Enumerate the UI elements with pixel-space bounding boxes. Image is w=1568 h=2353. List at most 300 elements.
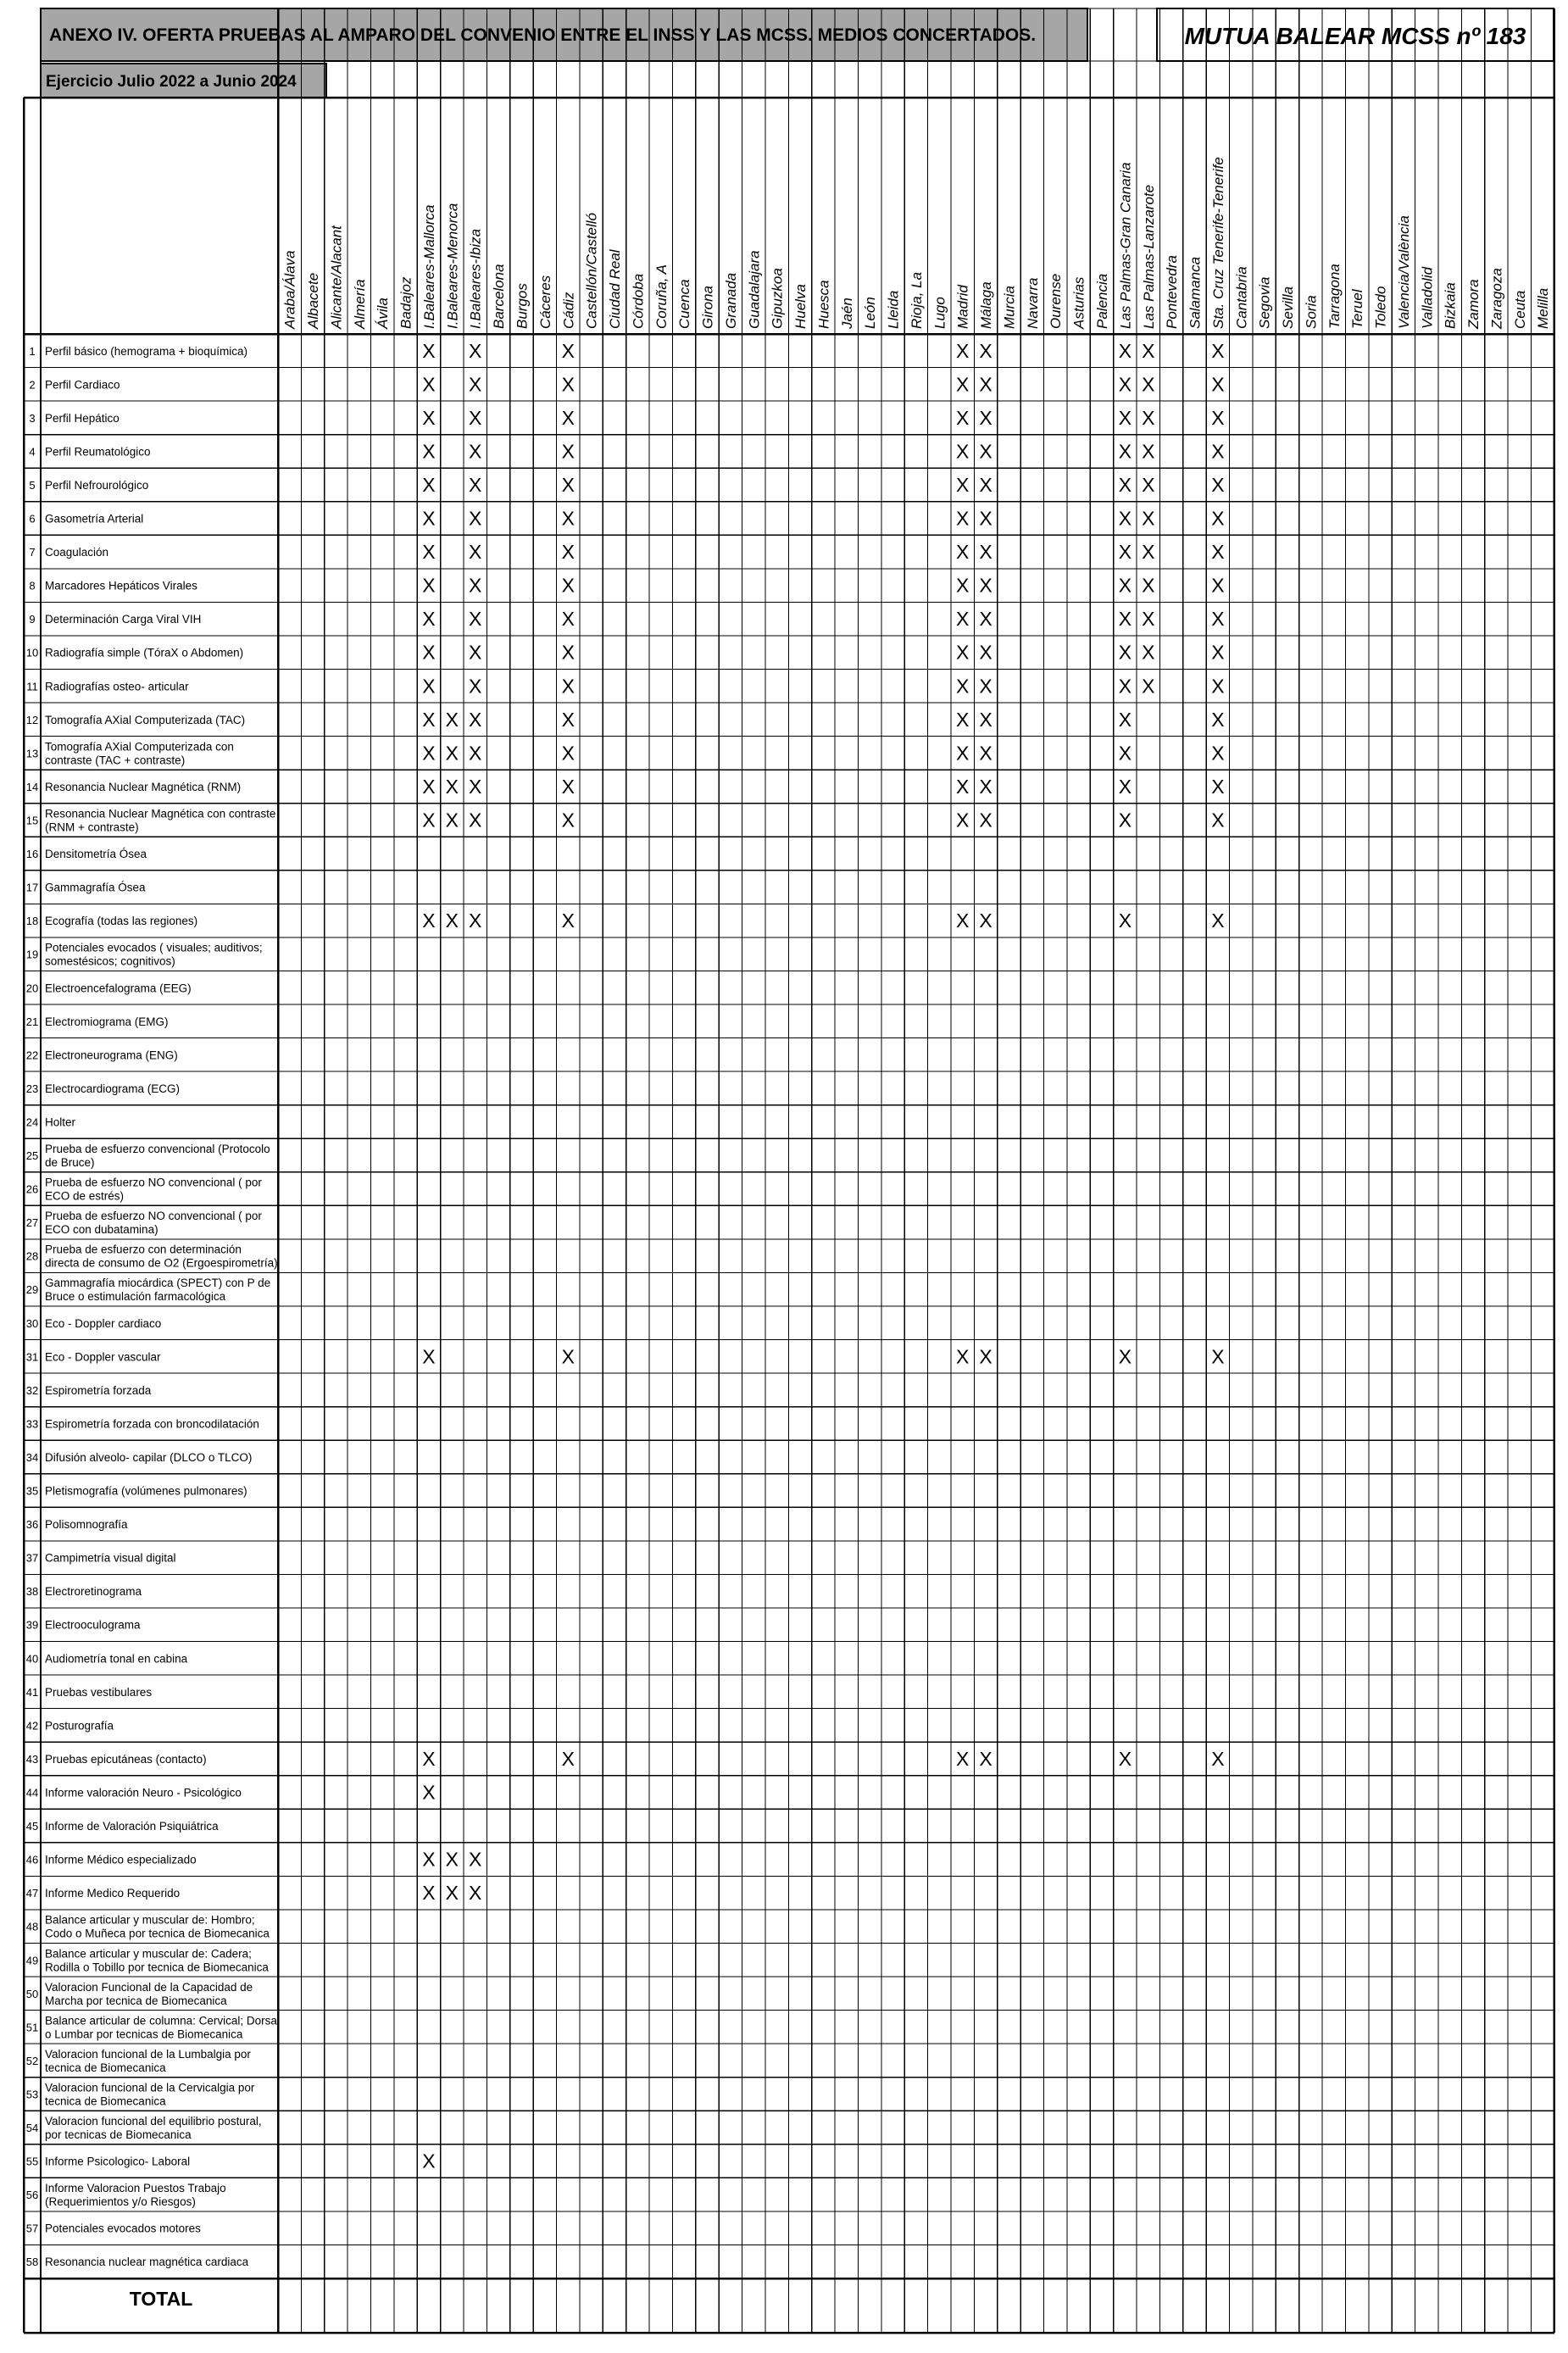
province-header: Lugo (931, 297, 948, 329)
province-header: Pontevedra (1164, 255, 1181, 329)
province-header: Valladolid (1419, 266, 1436, 329)
offer-mark: X (561, 406, 575, 429)
row-label: Campimetría visual digital (45, 1551, 176, 1565)
offer-mark: X (1142, 406, 1155, 429)
row-label: contraste (TAC + contraste) (45, 754, 186, 767)
province-header: I.Baleares-Menorca (444, 203, 461, 329)
row-label: (Requerimientos y/o Riesgos) (45, 2195, 196, 2209)
offer-mark: X (469, 641, 482, 664)
row-label: Potenciales evocados motores (45, 2222, 201, 2235)
mutua-name: MUTUA BALEAR MCSS nº 183 (1184, 23, 1526, 49)
offer-mark: X (1118, 742, 1132, 765)
offer-mark: X (1211, 473, 1225, 496)
row-label: tecnica de Biomecanica (45, 2061, 166, 2074)
offer-mark: X (1118, 641, 1132, 664)
offer-mark: X (1118, 675, 1132, 698)
offer-mark: X (979, 809, 993, 832)
row-number: 39 (25, 1618, 39, 1632)
row-label: Electrooculograma (45, 1618, 141, 1632)
row-number: 49 (25, 1954, 39, 1967)
province-header: Lleida (885, 290, 902, 329)
offer-mark: X (422, 541, 436, 564)
row-label: Informe Psicologico- Laboral (45, 2155, 191, 2168)
province-header: Sevilla (1280, 286, 1297, 329)
offer-mark: X (561, 1747, 575, 1770)
offer-mark: X (979, 373, 993, 396)
offer-mark: X (1118, 574, 1132, 597)
offer-mark: X (469, 574, 482, 597)
row-label: ECO de estrés) (45, 1189, 125, 1203)
offer-mark: X (1118, 541, 1132, 564)
offer-mark: X (561, 574, 575, 597)
province-header: Murcia (1001, 285, 1018, 329)
province-header: Ourense (1048, 273, 1065, 329)
province-header: Almería (351, 279, 368, 329)
row-number: 23 (25, 1082, 39, 1095)
row-number: 52 (25, 2054, 39, 2067)
row-number: 40 (25, 1652, 39, 1666)
row-label: de Bruce) (45, 1156, 95, 1170)
row-label: Electroretinograma (45, 1585, 142, 1599)
offer-mark: X (979, 1747, 993, 1770)
offer-mark: X (469, 1848, 482, 1871)
offer-mark: X (1118, 373, 1132, 396)
offer-mark: X (422, 574, 436, 597)
row-number: 11 (26, 680, 38, 693)
offer-mark: X (1211, 1747, 1225, 1770)
offer-mark: X (422, 406, 436, 429)
row-label: Informe de Valoración Psiquiátrica (45, 1820, 219, 1833)
offer-mark: X (422, 608, 436, 631)
row-number: 50 (25, 1987, 39, 2000)
row-label: Perfil Reumatológico (45, 445, 151, 459)
row-label: Holter (45, 1115, 76, 1129)
province-header: Cáceres (537, 275, 553, 329)
row-label: Informe valoración Neuro - Psicológico (45, 1786, 242, 1800)
offer-mark: X (422, 373, 436, 396)
row-number: 18 (25, 915, 39, 928)
offer-mark: X (956, 373, 970, 396)
row-label: Resonancia nuclear magnética cardiaca (45, 2256, 249, 2269)
row-label: Potenciales evocados ( visuales; auditivos; (45, 941, 263, 954)
row-label: Gammagrafía miocárdica (SPECT) con P de (45, 1277, 271, 1290)
row-label: Pruebas epicutáneas (contacto) (45, 1752, 207, 1766)
offer-mark: X (1142, 473, 1155, 496)
offer-mark: X (422, 1882, 436, 1905)
row-number: 44 (25, 1786, 39, 1800)
offer-mark: X (469, 809, 482, 832)
row-label: Balance articular y muscular de: Hombro; (45, 1913, 255, 1927)
row-number: 57 (25, 2222, 39, 2235)
province-header: Córdoba (630, 273, 647, 329)
row-number: 35 (25, 1484, 39, 1498)
offer-mark: X (1211, 440, 1225, 463)
offer-mark: X (1211, 641, 1225, 664)
exercise-period: Ejercicio Julio 2022 a Junio 2024 (46, 73, 297, 91)
province-header: Ciudad Real (607, 249, 624, 329)
province-header: Palencia (1093, 273, 1110, 329)
row-label: Densitometría Ósea (45, 848, 147, 861)
offer-mark: X (979, 775, 993, 798)
province-header: Araba/Álava (281, 250, 298, 329)
offer-mark: X (1142, 541, 1155, 564)
document-title: ANEXO IV. OFERTA PRUEBAS AL AMPARO DEL CONVENIO ENTRE EL INSS Y LAS MCSS. MEDIOS CONCERTADOS. (49, 25, 1037, 45)
row-number: 8 (29, 579, 36, 592)
offer-mark: X (561, 473, 575, 496)
offer-mark: X (561, 373, 575, 396)
province-headers (282, 157, 1552, 330)
offer-mark: X (1211, 1345, 1225, 1368)
offer-mark: X (1211, 373, 1225, 396)
offer-mark: X (956, 775, 970, 798)
offer-mark: X (956, 339, 970, 362)
row-number: 12 (25, 713, 39, 726)
row-number: 47 (25, 1887, 39, 1900)
province-header: Melilla (1535, 287, 1552, 329)
offer-mark: X (445, 708, 459, 731)
offer-mark: X (469, 1882, 482, 1905)
row-label: Valoracion funcional de la Cervicalgia por (45, 2081, 255, 2094)
row-number: 5 (29, 478, 36, 492)
row-label: por tecnicas de Biomecanica (45, 2128, 192, 2142)
row-number: 46 (25, 1853, 39, 1866)
province-header: Ávila (375, 298, 392, 329)
row-label: Balance articular y muscular de: Cadera; (45, 1947, 252, 1961)
row-label: Prueba de esfuerzo NO convencional ( por (45, 1210, 262, 1223)
offer-mark: X (979, 641, 993, 664)
row-label: Electrocardiograma (ECG) (45, 1082, 181, 1095)
row-label: Determinación Carga Viral VIH (45, 613, 202, 626)
offer-mark: X (979, 742, 993, 765)
offer-mark: X (561, 641, 575, 664)
offer-mark: X (422, 1345, 436, 1368)
row-number: 22 (25, 1049, 39, 1062)
province-header: Zamora (1465, 279, 1482, 329)
row-label: Resonancia Nuclear Magnética (RNM) (45, 780, 242, 793)
row-number: 51 (25, 2021, 39, 2034)
row-label: Perfil Nefrourológico (45, 478, 149, 492)
offer-mark: X (561, 339, 575, 362)
row-number: 1 (29, 344, 36, 358)
province-header: Tarragona (1326, 264, 1343, 329)
row-label: Difusión alveolo- capilar (DLCO o TLCO) (45, 1450, 253, 1464)
offer-mark: X (1211, 574, 1225, 597)
offer-mark: X (469, 541, 482, 564)
offer-mark: X (422, 1848, 436, 1871)
offer-grid (24, 8, 1554, 2333)
offer-mark: X (469, 608, 482, 631)
row-label: Electroencefalograma (EEG) (45, 982, 192, 995)
offer-mark: X (1211, 909, 1225, 932)
row-number: 3 (29, 411, 36, 425)
province-header: Gipuzkoa (769, 268, 786, 329)
offer-mark: X (956, 507, 970, 530)
province-header: Granada (722, 272, 739, 329)
offer-mark: X (561, 742, 575, 765)
row-label: (RNM + contraste) (45, 820, 139, 834)
row-number: 15 (25, 814, 39, 827)
row-number: 7 (29, 546, 36, 559)
offer-mark: X (469, 775, 482, 798)
row-label: Valoracion funcional de la Lumbalgia por (45, 2047, 251, 2061)
offer-mark: X (979, 708, 993, 731)
offer-mark: X (956, 1345, 970, 1368)
row-number: 25 (25, 1149, 39, 1163)
offer-mark: X (979, 608, 993, 631)
offer-mark: X (1211, 809, 1225, 832)
offer-mark: X (422, 440, 436, 463)
offer-mark: X (1118, 339, 1132, 362)
province-header: Cádiz (560, 292, 577, 329)
offer-mark: X (422, 708, 436, 731)
offer-mark: X (1142, 608, 1155, 631)
offer-mark: X (561, 440, 575, 463)
offer-mark: X (469, 406, 482, 429)
offer-mark: X (422, 1781, 436, 1804)
offer-mark: X (469, 373, 482, 396)
row-label: Posturografía (45, 1719, 114, 1733)
row-number: 6 (29, 512, 36, 526)
availability-marks (422, 340, 1224, 2172)
offer-mark: X (422, 675, 436, 698)
offer-mark: X (561, 708, 575, 731)
row-label: Eco - Doppler cardiaco (45, 1316, 162, 1330)
row-number: 27 (25, 1216, 39, 1230)
province-header: Bizkaia (1442, 282, 1459, 329)
province-header: Sta. Cruz Tenerife-Tenerife (1209, 157, 1226, 329)
row-number: 21 (25, 1015, 39, 1028)
offer-mark: X (469, 675, 482, 698)
offer-mark: X (422, 809, 436, 832)
row-number: 10 (25, 646, 39, 659)
offer-mark: X (422, 339, 436, 362)
offer-mark: X (956, 440, 970, 463)
row-label: somestésicos; cognitivos) (45, 954, 175, 968)
offer-mark: X (561, 809, 575, 832)
row-label: Pruebas vestibulares (45, 1685, 153, 1699)
row-number: 26 (25, 1182, 39, 1196)
offer-mark: X (561, 541, 575, 564)
offer-mark: X (1118, 608, 1132, 631)
row-number: 53 (25, 2088, 39, 2101)
row-number: 58 (25, 2256, 39, 2269)
offer-mark: X (979, 339, 993, 362)
offer-mark: X (956, 675, 970, 698)
offer-mark: X (422, 909, 436, 932)
province-header: Asturias (1070, 276, 1087, 329)
row-number: 16 (25, 848, 39, 861)
province-header: Madrid (954, 285, 971, 329)
row-number: 48 (25, 1920, 39, 1933)
province-header: Barcelona (491, 264, 508, 329)
offer-mark: X (979, 406, 993, 429)
offer-mark: X (1118, 440, 1132, 463)
province-header: Girona (699, 285, 716, 329)
province-header: Badajoz (398, 276, 414, 329)
province-header: Coruña, A (653, 264, 670, 329)
row-label: Ecografía (todas las regiones) (45, 915, 198, 928)
offer-mark: X (561, 1345, 575, 1368)
province-header: Alicante/Alacant (328, 225, 345, 329)
row-label: Informe Médico especializado (45, 1853, 197, 1866)
province-header: León (862, 297, 879, 329)
offer-mark: X (422, 641, 436, 664)
offer-mark: X (1118, 909, 1132, 932)
offer-mark: X (445, 1882, 459, 1905)
offer-mark: X (956, 541, 970, 564)
row-number: 24 (25, 1115, 39, 1129)
row-label: Prueba de esfuerzo con determinación (45, 1243, 242, 1256)
offer-mark: X (445, 1848, 459, 1871)
row-number: 20 (25, 982, 39, 995)
row-label: Electroneurograma (ENG) (45, 1049, 178, 1062)
province-header: Cantabria (1233, 266, 1250, 329)
row-number: 14 (25, 780, 39, 793)
offer-mark: X (1211, 541, 1225, 564)
province-header: Jaén (838, 298, 855, 329)
row-label: Codo o Muñeca por tecnica de Biomecanica (45, 1927, 270, 1940)
row-number: 9 (29, 613, 36, 626)
offer-mark: X (422, 1747, 436, 1770)
row-number: 45 (25, 1820, 39, 1833)
province-header: Cuenca (676, 279, 693, 329)
offer-mark: X (979, 541, 993, 564)
offer-mark: X (1211, 742, 1225, 765)
offer-mark: X (469, 339, 482, 362)
offer-mark: X (956, 406, 970, 429)
offer-mark: X (1211, 675, 1225, 698)
offer-mark: X (561, 909, 575, 932)
row-number: 56 (25, 2189, 39, 2202)
offer-mark: X (1211, 339, 1225, 362)
province-header: Málaga (978, 281, 995, 329)
offer-mark: X (1211, 406, 1225, 429)
row-label: Gammagrafía Ósea (45, 881, 146, 894)
offer-mark: X (1211, 608, 1225, 631)
offer-mark: X (1118, 775, 1132, 798)
row-number: 54 (25, 2122, 39, 2135)
province-header: Guadalajara (746, 250, 763, 329)
row-number: 36 (25, 1518, 39, 1532)
offer-mark: X (469, 440, 482, 463)
row-label: Valoracion funcional del equilibrio postural, (45, 2115, 262, 2128)
offer-mark: X (1118, 406, 1132, 429)
offer-mark: X (979, 440, 993, 463)
row-label: Electromiograma (EMG) (45, 1015, 169, 1028)
offer-mark: X (979, 473, 993, 496)
row-label: Espirometría forzada con broncodilatación (45, 1417, 259, 1431)
row-number: 19 (25, 948, 39, 961)
offer-mark: X (469, 909, 482, 932)
row-number: 34 (25, 1450, 39, 1464)
row-number: 32 (25, 1383, 39, 1397)
offer-mark: X (1118, 507, 1132, 530)
row-label: Coagulación (45, 546, 109, 559)
offer-mark: X (422, 742, 436, 765)
offer-mark: X (1142, 440, 1155, 463)
province-header: Burgos (514, 283, 531, 329)
offer-mark: X (956, 809, 970, 832)
row-number: 28 (25, 1249, 39, 1263)
row-label: Bruce o estimulación farmacológica (45, 1290, 226, 1304)
offer-mark: X (1118, 1345, 1132, 1368)
offer-mark: X (979, 675, 993, 698)
row-number: 2 (29, 378, 36, 392)
row-number: 37 (25, 1551, 39, 1565)
row-label: ECO con dubatamina) (45, 1223, 158, 1237)
row-label: directa de consumo de O2 (Ergoespirometría) (45, 1256, 278, 1270)
offer-mark: X (422, 775, 436, 798)
offer-mark: X (469, 708, 482, 731)
offer-mark: X (445, 742, 459, 765)
row-label: Valoracion Funcional de la Capacidad de (45, 1980, 253, 1994)
offer-mark: X (1211, 775, 1225, 798)
offer-mark: X (956, 1747, 970, 1770)
row-label: o Lumbar por tecnicas de Biomecanica (45, 2028, 243, 2041)
offer-mark: X (561, 507, 575, 530)
offer-mark: X (1211, 507, 1225, 530)
offer-mark: X (445, 909, 459, 932)
province-header: Toledo (1372, 286, 1389, 329)
row-label: Radiografías osteo- articular (45, 680, 189, 693)
offer-mark: X (1118, 473, 1132, 496)
row-number: 38 (25, 1585, 39, 1599)
offer-mark: X (1142, 641, 1155, 664)
row-number: 43 (25, 1752, 39, 1766)
row-label: Radiografía simple (TóraX o Abdomen) (45, 646, 244, 659)
offer-mark: X (956, 708, 970, 731)
offer-mark: X (561, 675, 575, 698)
province-header: Albacete (305, 272, 322, 329)
row-label: Marcadores Hepáticos Virales (45, 579, 197, 592)
offer-mark: X (469, 473, 482, 496)
row-number: 42 (25, 1719, 39, 1733)
row-label: Gasometría Arterial (45, 512, 144, 526)
offer-mark: X (956, 909, 970, 932)
province-header: I.Baleares-Mallorca (420, 204, 437, 329)
offer-mark: X (422, 507, 436, 530)
offer-mark: X (1142, 339, 1155, 362)
total-label: TOTAL (129, 2288, 193, 2310)
offer-mark: X (1211, 708, 1225, 731)
offer-mark: X (1142, 507, 1155, 530)
province-header: Navarra (1024, 277, 1041, 329)
offer-mark: X (1118, 1747, 1132, 1770)
offer-mark: X (956, 742, 970, 765)
row-label: Audiometría tonal en cabina (45, 1652, 188, 1666)
province-header: Soria (1303, 295, 1320, 329)
province-header: Huelva (792, 284, 809, 329)
row-number: 4 (29, 445, 36, 459)
offer-mark: X (1118, 708, 1132, 731)
row-label: Perfil Hepático (45, 411, 120, 425)
offer-mark: X (445, 775, 459, 798)
row-label: Prueba de esfuerzo convencional (Protocolo (45, 1143, 270, 1156)
offer-mark: X (979, 1345, 993, 1368)
row-label: Resonancia Nuclear Magnética con contraste (45, 807, 276, 820)
offer-mark: X (1118, 809, 1132, 832)
row-number: 33 (25, 1417, 39, 1431)
row-number: 17 (25, 881, 39, 894)
row-label: Pletismografía (volúmenes pulmonares) (45, 1484, 247, 1498)
offer-mark: X (561, 775, 575, 798)
row-label: Tomografía AXial Computerizada con (45, 740, 234, 754)
province-header: Valencia/València (1395, 215, 1412, 329)
province-header: Zaragoza (1488, 268, 1505, 329)
offer-mark: X (422, 473, 436, 496)
province-header: Salamanca (1187, 256, 1204, 329)
row-label: Perfil Cardiaco (45, 378, 120, 392)
